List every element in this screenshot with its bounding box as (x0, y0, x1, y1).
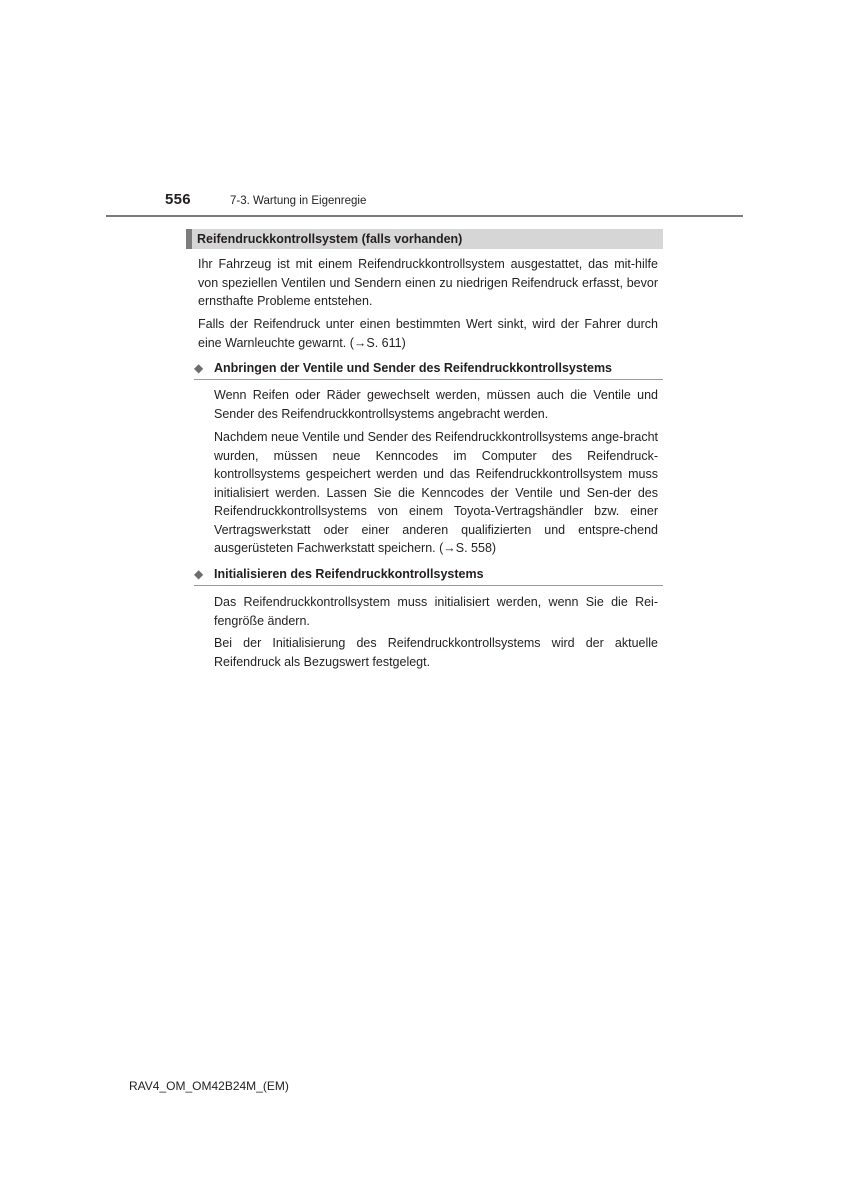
document-code: RAV4_OM_OM42B24M_(EM) (129, 1079, 289, 1093)
intro-paragraph-1: Ihr Fahrzeug ist mit einem Reifendruckkontrollsystem ausgestattet, das mit-hilfe von speziellen Ventilen und Sendern einen zu niedrigen Reifendruck erfasst, bevor ernsthafte Probleme entstehen. (198, 257, 658, 308)
header-divider (106, 215, 743, 217)
subsection-heading-label: Anbringen der Ventile und Sender des Reifendruckkontrollsystems (214, 361, 613, 375)
initialize-paragraph-2: Bei der Initialisierung des Reifendruckkontrollsystems wird der aktuelle Reifendruck als Bezugswert festgelegt. (214, 636, 658, 669)
subsection-heading-label: Initialisieren des Reifendruckkontrollsystems (214, 567, 484, 581)
section-reference: 7-3. Wartung in Eigenregie (230, 195, 367, 207)
diamond-bullet-icon: ◆ (194, 361, 204, 375)
valves-paragraph-2: Nachdem neue Ventile und Sender des Reifendruckkontrollsystems ange-bracht wurden, müssen neue Kenncodes im Computer des Reifendruck-kontrollsystems gespeichert werden und das Reifendruckkontrollsystem muss initialisiert werden. Lassen Sie die Kenncodes der Ventile und Sen-der des Reifendruckkontrollsystems von einem Toyota-Vertragshändler bzw. einer Vertragswerkstatt oder einer anderen qualifizierten und entspre-chend ausgerüsteten Fachwerkstatt speichern. (→S. 558) (214, 430, 659, 555)
diamond-bullet-icon: ◆ (194, 567, 204, 581)
section-title: Reifendruckkontrollsystem (falls vorhanden) (197, 232, 463, 246)
page-number: 556 (165, 191, 191, 208)
intro-paragraph-2: Falls der Reifendruck unter einen bestimmten Wert sinkt, wird der Fahrer durch eine Warnleuchte gewarnt. (→S. 611) (198, 317, 658, 350)
subsection-heading-initialize (194, 566, 663, 586)
initialize-paragraph-1: Das Reifendruckkontrollsystem muss initialisiert werden, wenn Sie die Rei-fengröße ändern. (214, 595, 658, 628)
section-title-bar (186, 229, 663, 249)
valves-paragraph-1: Wenn Reifen oder Räder gewechselt werden, müssen auch die Ventile und Sender des Reifendruckkontrollsystems angebracht werden. (214, 388, 658, 421)
subsection-heading-valves (194, 360, 663, 380)
